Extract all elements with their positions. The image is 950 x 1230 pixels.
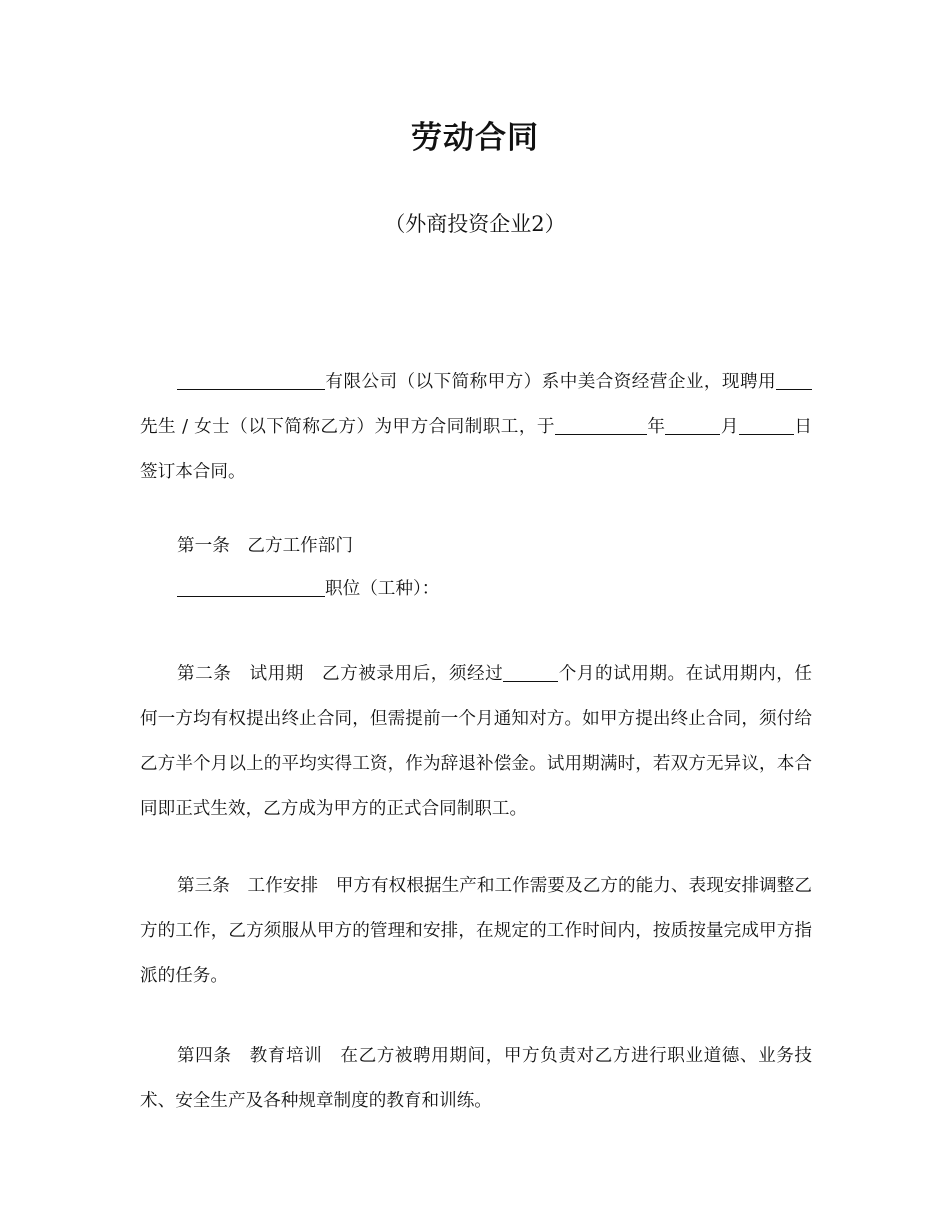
intro-year: 年 bbox=[646, 417, 666, 437]
intro-end: 签订本合同。 bbox=[140, 462, 246, 482]
position-label: 职位（工种）： bbox=[325, 579, 440, 599]
department-blank bbox=[177, 578, 325, 597]
article-2-paragraph bbox=[140, 652, 812, 832]
company-name-blank bbox=[177, 371, 325, 390]
article-4-paragraph: 第四条 教育培训 在乙方被聘用期间，甲方负责对乙方进行职业道德、业务技术、安全生产及各种规章制度的教育和训练。 bbox=[140, 1046, 812, 1111]
intro-paragraph bbox=[140, 360, 812, 495]
article-3-paragraph: 第三条 工作安排 甲方有权根据生产和工作需要及乙方的能力、表现安排调整乙方的工作，乙方须服从甲方的管理和安排，在规定的工作时间内，按质按量完成甲方指派的任务。 bbox=[140, 876, 812, 986]
intro-day: 日 bbox=[793, 417, 812, 437]
article-1-heading: 第一条 乙方工作部门 bbox=[177, 536, 353, 556]
intro-mid: 先生 / 女士（以下简称乙方）为甲方合同制职工，于 bbox=[140, 417, 555, 437]
article-1-position bbox=[140, 567, 812, 612]
month-blank bbox=[665, 416, 720, 435]
document-subtitle: （外商投资企业2） bbox=[384, 212, 566, 236]
probation-months-blank bbox=[503, 663, 558, 682]
employee-name-blank bbox=[776, 371, 812, 390]
year-blank bbox=[555, 416, 647, 435]
article-2-lead: 第二条 试用期 乙方被录用后，须经过 bbox=[177, 664, 504, 684]
intro-month: 月 bbox=[720, 417, 739, 437]
article-2-rest: 个月的试用期。在试用期内，任何一方均有权提出终止合同，但需提前一个月通知对方。如甲方提出终止合同，须付给乙方半个月以上的平均实得工资，作为辞退补偿金。试用期满时，若双方无异议，本合同即正式生效，乙方成为甲方的正式合同制职工。 bbox=[140, 664, 812, 819]
document-title: 劳动合同 bbox=[411, 120, 539, 156]
day-blank bbox=[739, 416, 794, 435]
intro-company-suffix: 有限公司（以下简称甲方）系中美合资经营企业，现聘用 bbox=[325, 372, 776, 392]
